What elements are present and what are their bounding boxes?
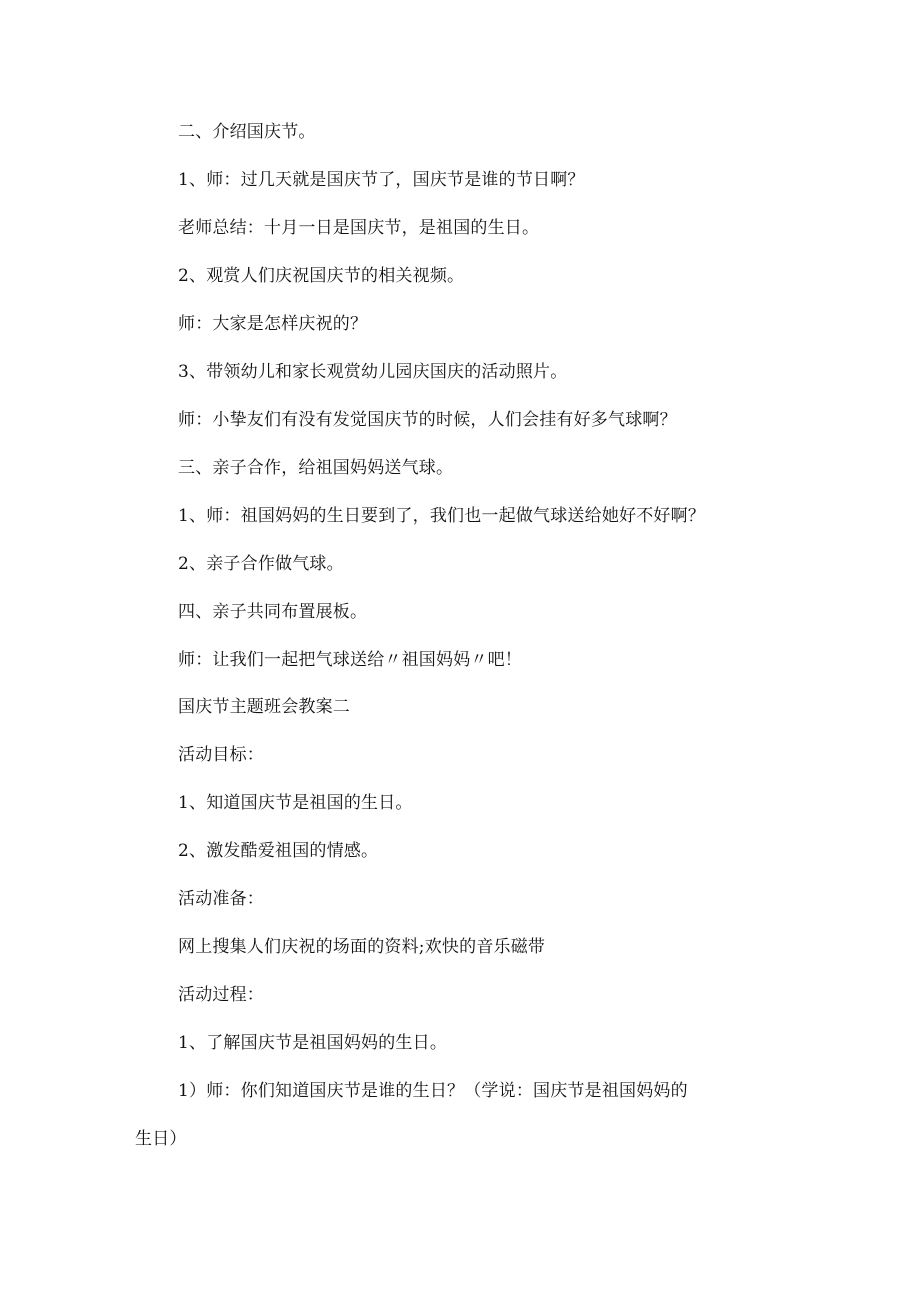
paragraph-line: 2、激发酷爱祖国的情感。 [178, 841, 379, 861]
paragraph-line: 师：小挚友们有没有发觉国庆节的时候，人们会挂有好多气球啊？ [178, 410, 677, 430]
section-heading-display-board: 四、亲子共同布置展板。 [178, 602, 368, 622]
section-heading-cooperation: 三、亲子合作，给祖国妈妈送气球。 [178, 458, 454, 478]
section-heading-goals: 活动目标： [178, 745, 264, 765]
paragraph-line: 1、知道国庆节是祖国的生日。 [178, 793, 413, 813]
section-heading-preparation: 活动准备： [178, 889, 264, 909]
paragraph-line: 2、观赏人们庆祝国庆节的相关视频。 [178, 266, 465, 286]
paragraph-line: 1）师：你们知道国庆节是谁的生日？（学说：国庆节是祖国妈妈的 [178, 1081, 688, 1101]
paragraph-line: 网上搜集人们庆祝的场面的资料;欢快的音乐磁带 [178, 937, 546, 957]
lesson-plan-title: 国庆节主题班会教案二 [178, 697, 350, 717]
paragraph-line: 1、师：过几天就是国庆节了，国庆节是谁的节日啊？ [178, 170, 585, 190]
paragraph-line: 师：让我们一起把气球送给〃祖国妈妈〃吧！ [178, 650, 522, 670]
paragraph-line: 老师总结：十月一日是国庆节，是祖国的生日。 [178, 218, 540, 238]
section-heading-process: 活动过程： [178, 985, 264, 1005]
section-heading-introduce: 二、介绍国庆节。 [178, 122, 316, 142]
paragraph-line: 3、带领幼儿和家长观赏幼儿园庆国庆的活动照片。 [178, 362, 568, 382]
paragraph-line: 1、了解国庆节是祖国妈妈的生日。 [178, 1033, 448, 1053]
paragraph-line: 1、师：祖国妈妈的生日要到了，我们也一起做气球送给她好不好啊？ [178, 506, 706, 526]
paragraph-line-continuation: 生日） [135, 1129, 187, 1149]
paragraph-line: 师：大家是怎样庆祝的？ [178, 314, 368, 334]
paragraph-line: 2、亲子合作做气球。 [178, 554, 344, 574]
